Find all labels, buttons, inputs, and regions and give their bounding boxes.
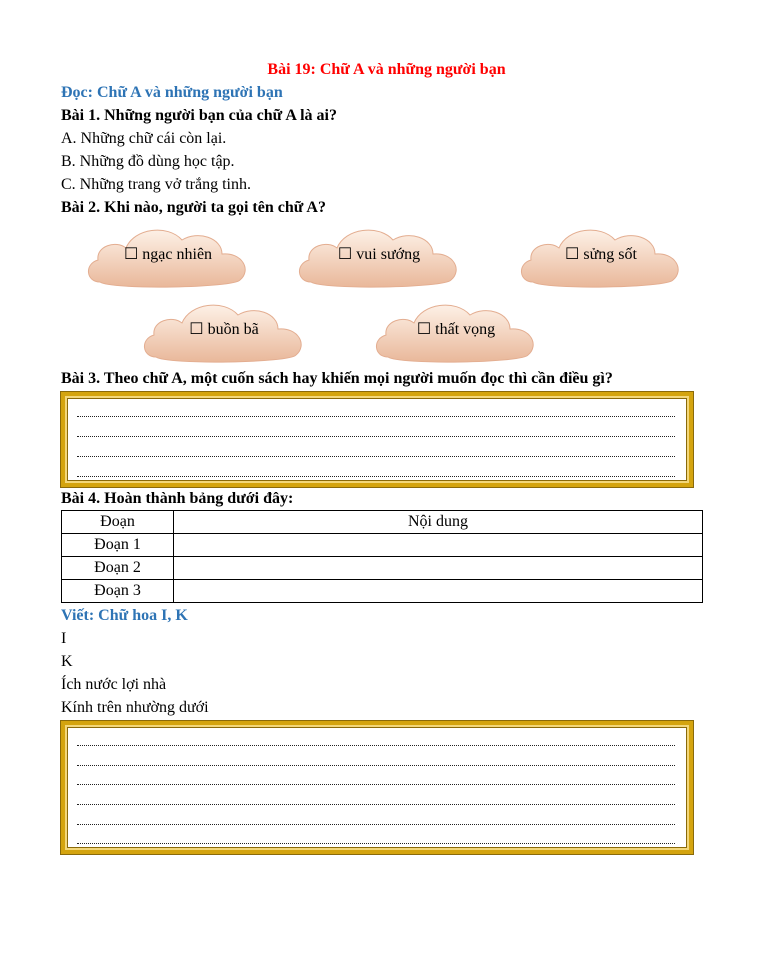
question-4: Bài 4. Hoàn thành bảng dưới đây: <box>61 490 294 507</box>
q1-option-a: A. Những chữ cái còn lại. <box>61 130 227 147</box>
row-content-cell[interactable] <box>174 557 703 580</box>
cloud-option-sung-sot[interactable] <box>515 220 687 295</box>
cloud-option-buon-ba[interactable] <box>138 295 310 370</box>
cloud-option-vui-suong[interactable] <box>293 220 465 295</box>
cloud-label: ☐ ngạc nhiên <box>123 246 213 263</box>
question-2: Bài 2. Khi nào, người ta gọi tên chữ A? <box>61 199 326 216</box>
table-row <box>62 534 703 557</box>
table-row <box>62 557 703 580</box>
writing-line-1: I <box>61 630 67 647</box>
question-3: Bài 3. Theo chữ A, một cuốn sách hay khiến mọi người muốn đọc thì cần điều gì? <box>61 370 613 387</box>
answer-line[interactable] <box>77 456 675 457</box>
q1-option-c: C. Những trang vở trắng tinh. <box>61 176 251 193</box>
answer-line[interactable] <box>77 843 675 844</box>
writing-line-2: K <box>61 653 73 670</box>
answer-line[interactable] <box>77 436 675 437</box>
reading-heading: Đọc: Chữ A và những người bạn <box>61 84 283 101</box>
answer-line[interactable] <box>77 745 675 746</box>
answer-box-q3[interactable] <box>61 392 693 487</box>
writing-heading: Viết: Chữ hoa I, K <box>61 607 188 624</box>
table-header-row <box>62 511 703 534</box>
page-title: Bài 19: Chữ A và những người bạn <box>267 61 506 78</box>
cloud-label: ☐ thất vọng <box>416 321 496 338</box>
content-table <box>61 510 703 603</box>
q1-option-b: B. Những đồ dùng học tập. <box>61 153 235 170</box>
answer-line[interactable] <box>77 784 675 785</box>
cloud-label: ☐ buồn bã <box>189 321 259 338</box>
row-label: Đoạn 2 <box>62 557 174 580</box>
answer-line[interactable] <box>77 416 675 417</box>
cloud-option-that-vong[interactable] <box>370 295 542 370</box>
header-doan: Đoạn <box>62 511 174 534</box>
answer-line[interactable] <box>77 476 675 477</box>
cloud-option-ngac-nhien[interactable] <box>82 220 254 295</box>
cloud-label: ☐ vui sướng <box>337 246 421 263</box>
question-1: Bài 1. Những người bạn của chữ A là ai? <box>61 107 337 124</box>
row-label: Đoạn 3 <box>62 580 174 603</box>
answer-line[interactable] <box>77 765 675 766</box>
row-label: Đoạn 1 <box>62 534 174 557</box>
row-content-cell[interactable] <box>174 580 703 603</box>
table-row <box>62 580 703 603</box>
writing-line-3: Ích nước lợi nhà <box>61 676 167 693</box>
writing-line-4: Kính trên nhường dưới <box>61 699 209 716</box>
answer-line[interactable] <box>77 824 675 825</box>
cloud-label: ☐ sửng sốt <box>565 246 637 263</box>
header-noi-dung: Nội dung <box>174 511 703 534</box>
answer-line[interactable] <box>77 804 675 805</box>
answer-box-writing[interactable] <box>61 721 693 854</box>
row-content-cell[interactable] <box>174 534 703 557</box>
